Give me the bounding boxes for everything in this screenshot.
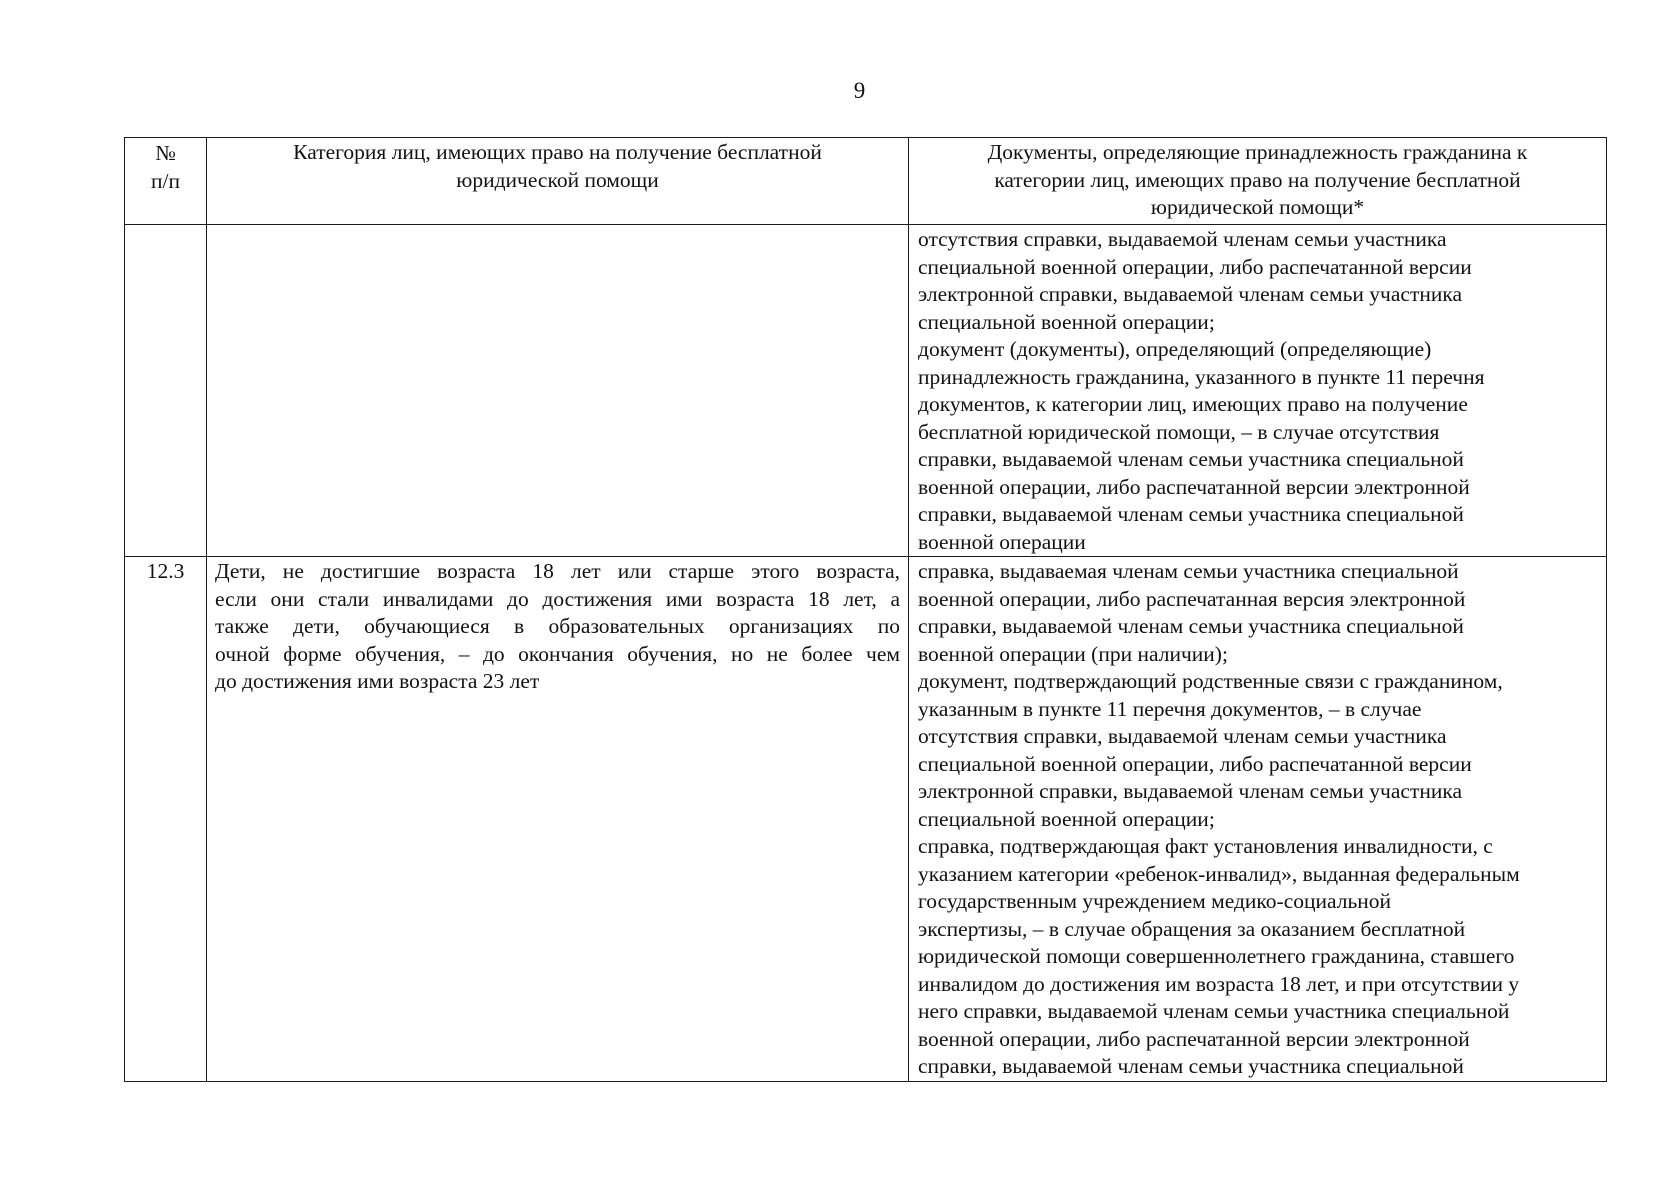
text-line: справка, подтверждающая факт установления инвалидности, с bbox=[918, 834, 1493, 858]
header-documents-line: юридической помощи* bbox=[1150, 195, 1365, 219]
text-line: электронной справки, выдаваемой членам семьи участника bbox=[918, 282, 1463, 306]
text-line: отсутствия справки, выдаваемой членам семьи участника bbox=[918, 227, 1447, 251]
text-line: военной операции, либо распечатанной версии электронной bbox=[918, 1026, 1470, 1051]
text-line: справки, выдаваемой членам семьи участника специальной bbox=[918, 614, 1464, 638]
text-line: справка, выдаваемая членам семьи участника специальной bbox=[918, 559, 1459, 583]
text-line: документов, к категории лиц, имеющих право на получение bbox=[918, 392, 1468, 416]
text-line: специальной военной операции; bbox=[918, 309, 1215, 334]
text-line: справки, выдаваемой членам семьи участника специальной bbox=[918, 502, 1464, 526]
page-number: 9 bbox=[853, 78, 866, 103]
header-documents-line: Документы, определяющие принадлежность гражданина к bbox=[987, 140, 1528, 164]
text-line: экспертизы, – в случае обращения за оказанием бесплатной bbox=[918, 916, 1466, 941]
text-line: справки, выдаваемой членам семьи участника специальной bbox=[918, 1054, 1464, 1078]
text-line: специальной военной операции, либо распечатанной версии bbox=[918, 254, 1472, 279]
text-line: до достижения ими возраста 23 лет bbox=[215, 669, 540, 693]
header-category-line: юридической помощи bbox=[456, 167, 659, 192]
header-number-line: п/п bbox=[151, 168, 180, 193]
text-line: справки, выдаваемой членам семьи участника специальной bbox=[918, 447, 1464, 471]
table-row bbox=[125, 557, 1607, 1082]
text-line: военной операции (при наличии); bbox=[918, 641, 1228, 666]
header-category-line: Категория лиц, имеющих право на получение бесплатной bbox=[293, 140, 822, 164]
table-row bbox=[125, 225, 1607, 557]
text-line: специальной военной операции; bbox=[918, 806, 1215, 831]
text-line: военной операции bbox=[918, 529, 1086, 554]
text-line: электронной справки, выдаваемой членам семьи участника bbox=[918, 779, 1463, 803]
text-line: бесплатной юридической помощи, – в случае отсутствия bbox=[918, 419, 1440, 444]
text-line: военной операции, либо распечатанная версия электронной bbox=[918, 586, 1466, 611]
text-line: Дети, не достигшие возраста 18 лет или старше этого возраста, bbox=[215, 559, 900, 583]
header-documents bbox=[909, 138, 1607, 225]
text-line: указанным в пункте 11 перечня документов, – в случае bbox=[918, 696, 1422, 721]
table-header-row bbox=[125, 138, 1607, 225]
row-category bbox=[207, 225, 909, 557]
text-line: также дети, обучающиеся в образовательных организациях по bbox=[215, 614, 900, 638]
header-documents-line: категории лиц, имеющих право на получение бесплатной bbox=[994, 167, 1521, 192]
text-line: принадлежность гражданина, указанного в пункте 11 перечня bbox=[918, 364, 1485, 389]
text-line: указанием категории «ребенок-инвалид», выданная федеральным bbox=[918, 861, 1520, 886]
text-line: если они стали инвалидами до достижения ими возраста 18 лет, а bbox=[215, 586, 900, 611]
text-line: очной форме обучения, – до окончания обучения, но не более чем bbox=[215, 641, 900, 666]
text-line: специальной военной операции, либо распечатанной версии bbox=[918, 751, 1472, 776]
header-category bbox=[207, 138, 909, 225]
row-category bbox=[207, 557, 909, 1082]
row-number: 12.3 bbox=[125, 557, 207, 1082]
text-line: отсутствия справки, выдаваемой членам семьи участника bbox=[918, 724, 1447, 748]
row-documents bbox=[909, 225, 1607, 557]
header-number bbox=[125, 138, 207, 225]
text-line: государственным учреждением медико-социальной bbox=[918, 889, 1392, 913]
text-line: военной операции, либо распечатанной версии электронной bbox=[918, 474, 1470, 499]
text-line: документ, подтверждающий родственные связи с гражданином, bbox=[918, 669, 1503, 693]
text-line: инвалидом до достижения им возраста 18 лет, и при отсутствии у bbox=[918, 971, 1520, 996]
text-line: юридической помощи совершеннолетнего гражданина, ставшего bbox=[918, 944, 1515, 968]
row-number bbox=[125, 225, 207, 557]
row-documents bbox=[909, 557, 1607, 1082]
header-number-line: № bbox=[155, 141, 176, 165]
eligibility-documents-table bbox=[124, 137, 1607, 1082]
text-line: документ (документы), определяющий (определяющие) bbox=[918, 337, 1432, 361]
text-line: него справки, выдаваемой членам семьи участника специальной bbox=[918, 999, 1510, 1023]
